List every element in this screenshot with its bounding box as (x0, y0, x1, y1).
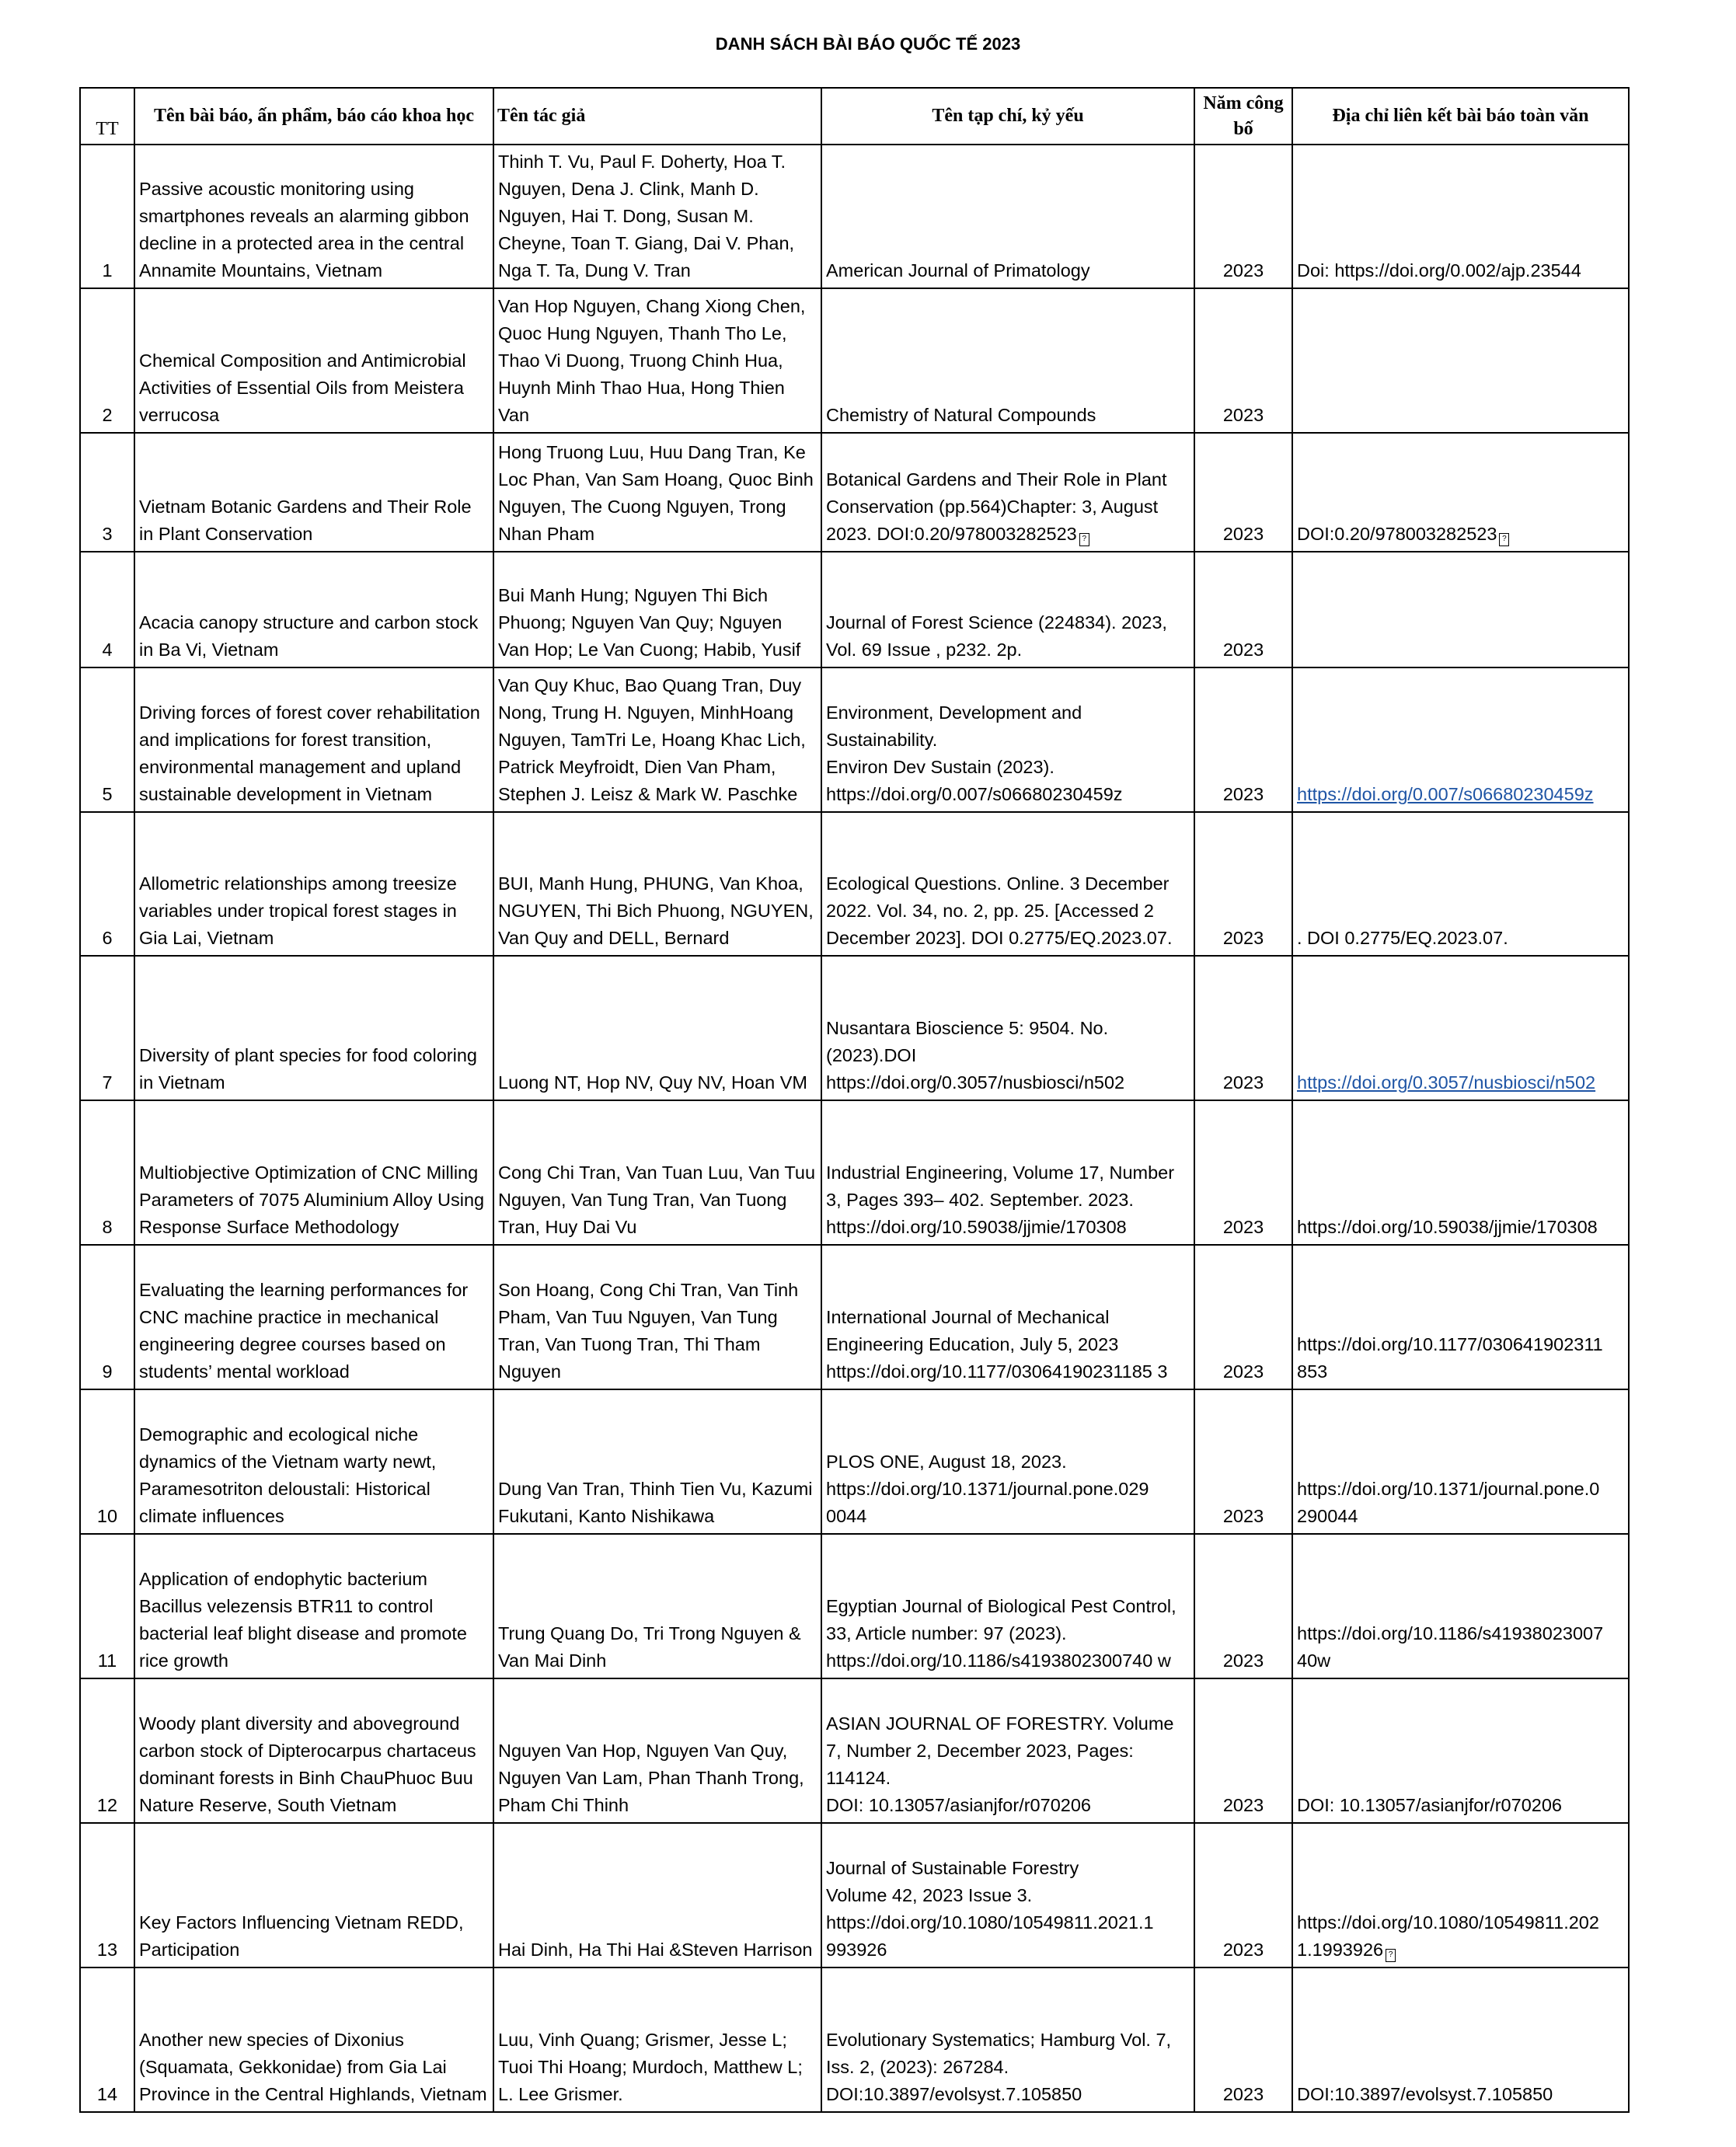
link-cell (1292, 667, 1629, 812)
table-row (80, 1968, 1629, 2112)
authors-cell: Van Quy Khuc, Bao Quang Tran, Duy Nong, Trung H. Nguyen, MinhHoang Nguyen, TamTri Le, Hoang Khac Lich, Patrick Meyfroidt, Dien Van Pham, Stephen J. Leisz & Mark W. Paschke (493, 667, 821, 812)
row-number: 6 (80, 812, 134, 956)
link-cell (1292, 956, 1629, 1100)
table-row (80, 667, 1629, 812)
column-header-authors: Tên tác giả (493, 88, 821, 145)
publication-year: 2023 (1194, 1968, 1292, 2112)
link-cell (1292, 1389, 1629, 1534)
journal-cell (821, 1100, 1194, 1245)
table-row (80, 812, 1629, 956)
journal-line: Environment, Development and Sustainability. (826, 702, 1082, 750)
table-row (80, 956, 1629, 1100)
publication-year: 2023 (1194, 288, 1292, 433)
row-number: 14 (80, 1968, 134, 2112)
paper-title: Application of endophytic bacterium Bacillus velezensis BTR11 to control bacterial leaf blight disease and promote rice growth (134, 1534, 493, 1678)
row-number: 11 (80, 1534, 134, 1678)
doi-text: https://doi.org/10.1186/s41938023007 40w (1297, 1623, 1604, 1671)
journal-text: Chemistry of Natural Compounds (826, 405, 1096, 425)
journal-cell (821, 956, 1194, 1100)
doi-text: Doi: https://doi.org/0.002/ajp.23544 (1297, 260, 1581, 281)
authors-cell: Son Hoang, Cong Chi Tran, Van Tinh Pham, Van Tuu Nguyen, Van Tung Tran, Van Tuong Tran, Thi Tham Nguyen (493, 1245, 821, 1389)
link-cell (1292, 812, 1629, 956)
column-header-tt: TT (80, 88, 134, 145)
publication-year: 2023 (1194, 1534, 1292, 1678)
link-cell (1292, 288, 1629, 433)
journal-cell (821, 433, 1194, 552)
paper-title: Evaluating the learning performances for CNC machine practice in mechanical engineering degree courses based on students’ mental workload (134, 1245, 493, 1389)
missing-glyph-icon: ? (1386, 1949, 1396, 1962)
row-number: 9 (80, 1245, 134, 1389)
journal-cell (821, 1678, 1194, 1823)
row-number: 2 (80, 288, 134, 433)
missing-glyph-icon: ? (1079, 533, 1089, 546)
table-row (80, 1823, 1629, 1968)
journal-line: Volume 42, 2023 Issue 3. (826, 1885, 1033, 1905)
journal-text: PLOS ONE, August 18, 2023. https://doi.org/10.1371/journal.pone.029 0044 (826, 1452, 1149, 1526)
authors-cell: Bui Manh Hung; Nguyen Thi Bich Phuong; Nguyen Van Quy; Nguyen Van Hop; Le Van Cuong; Habib, Yusif (493, 552, 821, 667)
journal-cell (821, 1968, 1194, 2112)
doi-text: DOI: 10.13057/asianjfor/r070206 (1297, 1795, 1562, 1815)
link-cell (1292, 1100, 1629, 1245)
journal-cell (821, 1534, 1194, 1678)
doi-text: https://doi.org/10.1177/030641902311 853 (1297, 1334, 1603, 1382)
doi-text: https://doi.org/10.59038/jjmie/170308 (1297, 1217, 1598, 1237)
row-number: 13 (80, 1823, 134, 1968)
journal-text: Egyptian Journal of Biological Pest Control, 33, Article number: 97 (2023). https://doi.org/10.1186/s4193802300740 w (826, 1596, 1177, 1671)
row-number: 1 (80, 145, 134, 288)
authors-cell: Hai Dinh, Ha Thi Hai &Steven Harrison (493, 1823, 821, 1968)
journal-text: American Journal of Primatology (826, 260, 1090, 281)
authors-cell: Luong NT, Hop NV, Quy NV, Hoan VM (493, 956, 821, 1100)
journal-line: Journal of Sustainable Forestry (826, 1858, 1079, 1878)
link-cell (1292, 1678, 1629, 1823)
journal-text: International Journal of Mechanical Engineering Education, July 5, 2023 https://doi.org/10.1177/03064190231185 3 (826, 1307, 1168, 1382)
link-cell (1292, 1245, 1629, 1389)
column-header-link: Địa chỉ liên kết bài báo toàn văn (1292, 88, 1629, 145)
table-row (80, 433, 1629, 552)
table-row (80, 1245, 1629, 1389)
authors-cell: Luu, Vinh Quang; Grismer, Jesse L; Tuoi Thi Hoang; Murdoch, Matthew L; L. Lee Grismer. (493, 1968, 821, 2112)
table-row (80, 1100, 1629, 1245)
doi-text: DOI:10.3897/evolsyst.7.105850 (1297, 2084, 1553, 2104)
column-header-journal: Tên tạp chí, kỷ yếu (821, 88, 1194, 145)
paper-title: Chemical Composition and Antimicrobial Activities of Essential Oils from Meistera verrucosa (134, 288, 493, 433)
journal-text: Nusantara Bioscience 5: 9504. No. (2023).DOI https://doi.org/0.3057/nusbiosci/n502 (826, 1018, 1125, 1093)
journal-cell (821, 1823, 1194, 1968)
table-row (80, 288, 1629, 433)
paper-title: Demographic and ecological niche dynamics of the Vietnam warty newt, Paramesotriton deloustali: Historical climate influences (134, 1389, 493, 1534)
journal-line: https://doi.org/10.1080/10549811.2021.1 993926 (826, 1912, 1154, 1960)
row-number: 3 (80, 433, 134, 552)
paper-title: Vietnam Botanic Gardens and Their Role in Plant Conservation (134, 433, 493, 552)
journal-text: Ecological Questions. Online. 3 December 2022. Vol. 34, no. 2, pp. 25. [Accessed 2 December 2023]. DOI 0.2775/EQ.2023.07. (826, 873, 1173, 948)
table-header-row (80, 88, 1629, 145)
link-cell (1292, 1823, 1629, 1968)
row-number: 4 (80, 552, 134, 667)
table-row (80, 1389, 1629, 1534)
publication-year: 2023 (1194, 145, 1292, 288)
paper-title: Woody plant diversity and aboveground carbon stock of Dipterocarpus chartaceus dominant forests in Binh ChauPhuoc Buu Nature Reserve, South Vietnam (134, 1678, 493, 1823)
row-number: 5 (80, 667, 134, 812)
journal-cell (821, 667, 1194, 812)
publications-table (79, 87, 1630, 2113)
link-cell (1292, 433, 1629, 552)
publication-year: 2023 (1194, 667, 1292, 812)
doi-text: DOI:0.20/978003282523 (1297, 524, 1497, 544)
paper-title: Multiobjective Optimization of CNC Milling Parameters of 7075 Aluminium Alloy Using Response Surface Methodology (134, 1100, 493, 1245)
column-header-paper: Tên bài báo, ấn phẩm, báo cáo khoa học (134, 88, 493, 145)
journal-line: https://doi.org/0.007/s06680230459z (826, 784, 1123, 804)
authors-cell: Cong Chi Tran, Van Tuan Luu, Van Tuu Nguyen, Van Tung Tran, Van Tuong Tran, Huy Dai Vu (493, 1100, 821, 1245)
authors-cell: Hong Truong Luu, Huu Dang Tran, Ke Loc Phan, Van Sam Hoang, Quoc Binh Nguyen, The Cuong Nguyen, Trong Nhan Pham (493, 433, 821, 552)
journal-cell (821, 552, 1194, 667)
journal-text: Journal of Forest Science (224834). 2023, Vol. 69 Issue , p232. 2p. (826, 612, 1167, 660)
journal-text: Industrial Engineering, Volume 17, Number 3, Pages 393– 402. September. 2023. https://doi.org/10.59038/jjmie/170308 (826, 1162, 1175, 1237)
doi-text: . DOI 0.2775/EQ.2023.07. (1297, 928, 1508, 948)
publication-year: 2023 (1194, 1678, 1292, 1823)
publication-year: 2023 (1194, 812, 1292, 956)
journal-line: ASIAN JOURNAL OF FORESTRY. Volume 7, Number 2, December 2023, Pages: 114124. (826, 1713, 1174, 1788)
paper-title: Driving forces of forest cover rehabilitation and implications for forest transition, environmental management and upland sustainable development in Vietnam (134, 667, 493, 812)
doi-link[interactable]: https://doi.org/0.3057/nusbiosci/n502 (1297, 1072, 1596, 1093)
authors-cell: Van Hop Nguyen, Chang Xiong Chen, Quoc Hung Nguyen, Thanh Tho Le, Thao Vi Duong, Truong Chinh Hua, Huynh Minh Thao Hua, Hong Thien Van (493, 288, 821, 433)
page-title: DANH SÁCH BÀI BÁO QUỐC TẾ 2023 (715, 34, 1021, 54)
link-cell (1292, 552, 1629, 667)
paper-title: Acacia canopy structure and carbon stock in Ba Vi, Vietnam (134, 552, 493, 667)
doi-text: https://doi.org/10.1080/10549811.202 1.1993926 (1297, 1912, 1599, 1960)
authors-cell: Dung Van Tran, Thinh Tien Vu, Kazumi Fukutani, Kanto Nishikawa (493, 1389, 821, 1534)
authors-cell: Nguyen Van Hop, Nguyen Van Quy, Nguyen Van Lam, Phan Thanh Trong, Pham Chi Thinh (493, 1678, 821, 1823)
journal-cell (821, 812, 1194, 956)
journal-cell (821, 1245, 1194, 1389)
paper-title: Passive acoustic monitoring using smartphones reveals an alarming gibbon decline in a protected area in the central Annamite Mountains, Vietnam (134, 145, 493, 288)
journal-cell (821, 145, 1194, 288)
row-number: 10 (80, 1389, 134, 1534)
journal-cell (821, 1389, 1194, 1534)
table-row (80, 552, 1629, 667)
link-cell (1292, 1968, 1629, 2112)
doi-link[interactable]: https://doi.org/0.007/s06680230459z (1297, 784, 1594, 804)
paper-title: Diversity of plant species for food coloring in Vietnam (134, 956, 493, 1100)
link-cell (1292, 1534, 1629, 1678)
journal-text: Botanical Gardens and Their Role in Plant Conservation (pp.564)Chapter: 3, August 2023. DOI:0.20/978003282523 (826, 469, 1167, 544)
publication-year: 2023 (1194, 1389, 1292, 1534)
publication-year: 2023 (1194, 956, 1292, 1100)
column-header-year: Năm công bố (1194, 88, 1292, 145)
paper-title: Key Factors Influencing Vietnam REDD, Participation (134, 1823, 493, 1968)
row-number: 7 (80, 956, 134, 1100)
journal-line: DOI: 10.13057/asianjfor/r070206 (826, 1795, 1091, 1815)
authors-cell: Thinh T. Vu, Paul F. Doherty, Hoa T. Nguyen, Dena J. Clink, Manh D. Nguyen, Hai T. Dong, Susan M. Cheyne, Toan T. Giang, Dai V. Phan, Nga T. Ta, Dung V. Tran (493, 145, 821, 288)
publication-year: 2023 (1194, 552, 1292, 667)
table-row (80, 145, 1629, 288)
paper-title: Allometric relationships among treesize variables under tropical forest stages in Gia Lai, Vietnam (134, 812, 493, 956)
journal-line: Environ Dev Sustain (2023). (826, 757, 1054, 777)
missing-glyph-icon: ? (1499, 533, 1509, 546)
authors-cell: BUI, Manh Hung, PHUNG, Van Khoa, NGUYEN, Thi Bich Phuong, NGUYEN, Van Quy and DELL, Bernard (493, 812, 821, 956)
authors-cell: Trung Quang Do, Tri Trong Nguyen & Van Mai Dinh (493, 1534, 821, 1678)
link-cell (1292, 145, 1629, 288)
row-number: 12 (80, 1678, 134, 1823)
table-row (80, 1678, 1629, 1823)
table-row (80, 1534, 1629, 1678)
publication-year: 2023 (1194, 1823, 1292, 1968)
journal-cell (821, 288, 1194, 433)
doi-text: https://doi.org/10.1371/journal.pone.0 290044 (1297, 1479, 1600, 1526)
publication-year: 2023 (1194, 433, 1292, 552)
publication-year: 2023 (1194, 1100, 1292, 1245)
paper-title: Another new species of Dixonius (Squamata, Gekkonidae) from Gia Lai Province in the Central Highlands, Vietnam (134, 1968, 493, 2112)
journal-text: Evolutionary Systematics; Hamburg Vol. 7, Iss. 2, (2023): 267284. DOI:10.3897/evolsyst.7.105850 (826, 2030, 1172, 2104)
publication-year: 2023 (1194, 1245, 1292, 1389)
row-number: 8 (80, 1100, 134, 1245)
